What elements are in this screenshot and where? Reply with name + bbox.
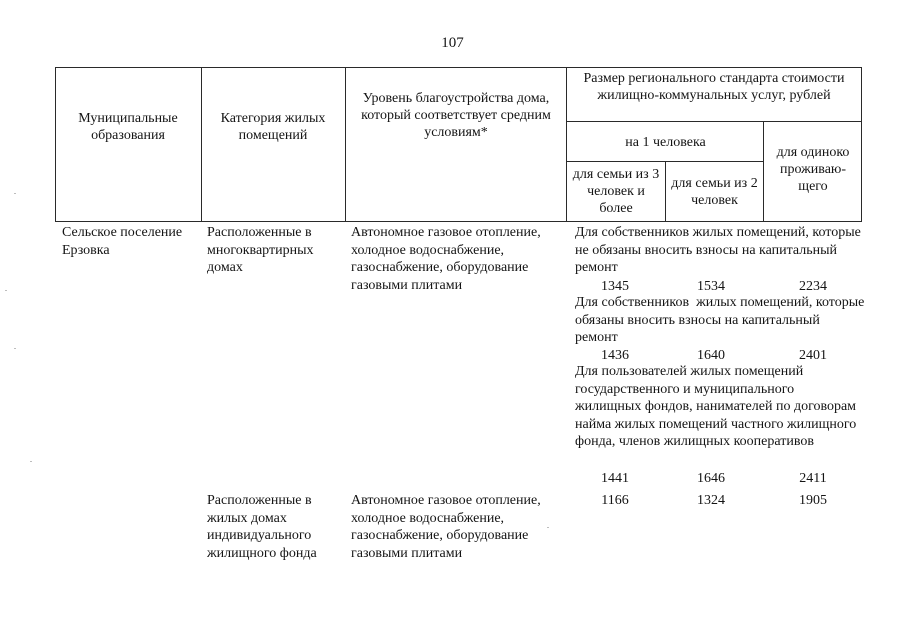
row1-group1-value-family2: 1534: [697, 279, 725, 294]
row1-group3-value-single: 2411: [799, 471, 827, 486]
row1-group2-value-single: 2401: [799, 348, 827, 363]
column-divider-5: [763, 121, 764, 222]
row1-level: Автономное газовое отопление, холодное водоснабжение, газоснабжение, оборудование газовыми плитами: [351, 225, 541, 293]
row2-level: Автономное газовое отопление, холодное водоснабжение, газоснабжение, оборудование газовыми плитами: [351, 493, 541, 561]
border-right: [861, 67, 862, 222]
row2-value-family3: 1166: [601, 493, 629, 508]
scan-speck: [30, 461, 32, 462]
column-divider-2: [345, 67, 346, 222]
header-category: Категория жилых помещений: [220, 111, 326, 143]
row1-group2-value-family2: 1640: [697, 348, 725, 363]
row1-group1-value-single: 2234: [799, 279, 827, 294]
header-per-person: на 1 человека: [625, 135, 706, 150]
row1-group3-value-family3: 1441: [601, 471, 629, 486]
scan-speck: [5, 290, 7, 291]
scan-speck: [14, 348, 16, 349]
municipality-name: Сельское поселение Ерзовка: [62, 225, 183, 258]
row1-group3-value-family2: 1646: [697, 471, 725, 486]
row1-group1-label: Для собственников жилых помещений, которые не обязаны вносить взносы на капитальный ремонт: [575, 225, 861, 275]
column-divider-4: [665, 162, 666, 222]
row2-value-single: 1905: [799, 493, 827, 508]
row1-group1-value-family3: 1345: [601, 279, 629, 294]
header-level: Уровень благоустройства дома, который соответствует средним условиям*: [361, 91, 551, 140]
header-family3: для семьи из 3 человек и более: [572, 167, 660, 216]
header-family2: для семьи из 2 человек: [671, 176, 758, 208]
column-divider-1: [201, 67, 202, 222]
header-municipality: Муниципальные образования: [78, 111, 178, 143]
header-single: для одиноко проживаю-щего: [776, 145, 850, 194]
header-standard-size: Размер регионального стандарта стоимости жилищно-коммунальных услуг, рублей: [583, 71, 845, 103]
header-top-border: [55, 67, 862, 68]
border-left: [55, 67, 56, 222]
row1-group3-label: Для пользователей жилых помещений государственного и муниципального жилищных фондов, нанимателей по договорам найма жилых помещений частного жилищного фонда, членов жилищных кооперативов: [575, 364, 857, 449]
row2-value-family2: 1324: [697, 493, 725, 508]
row2-category: Расположенные в жилых домах индивидуального жилищного фонда: [207, 493, 317, 561]
column-divider-3: [566, 67, 567, 222]
standard-size-divider: [566, 121, 862, 122]
row1-category: Расположенные в многоквартирных домах: [207, 225, 314, 275]
row1-group2-label: Для собственников жилых помещений, которые обязаны вносить взносы на капитальный ремонт: [575, 295, 868, 345]
page-number: 107: [441, 35, 464, 51]
scan-speck: [547, 527, 549, 528]
scan-speck: [14, 193, 16, 194]
header-bottom-border: [55, 221, 862, 222]
row1-group2-value-family3: 1436: [601, 348, 629, 363]
